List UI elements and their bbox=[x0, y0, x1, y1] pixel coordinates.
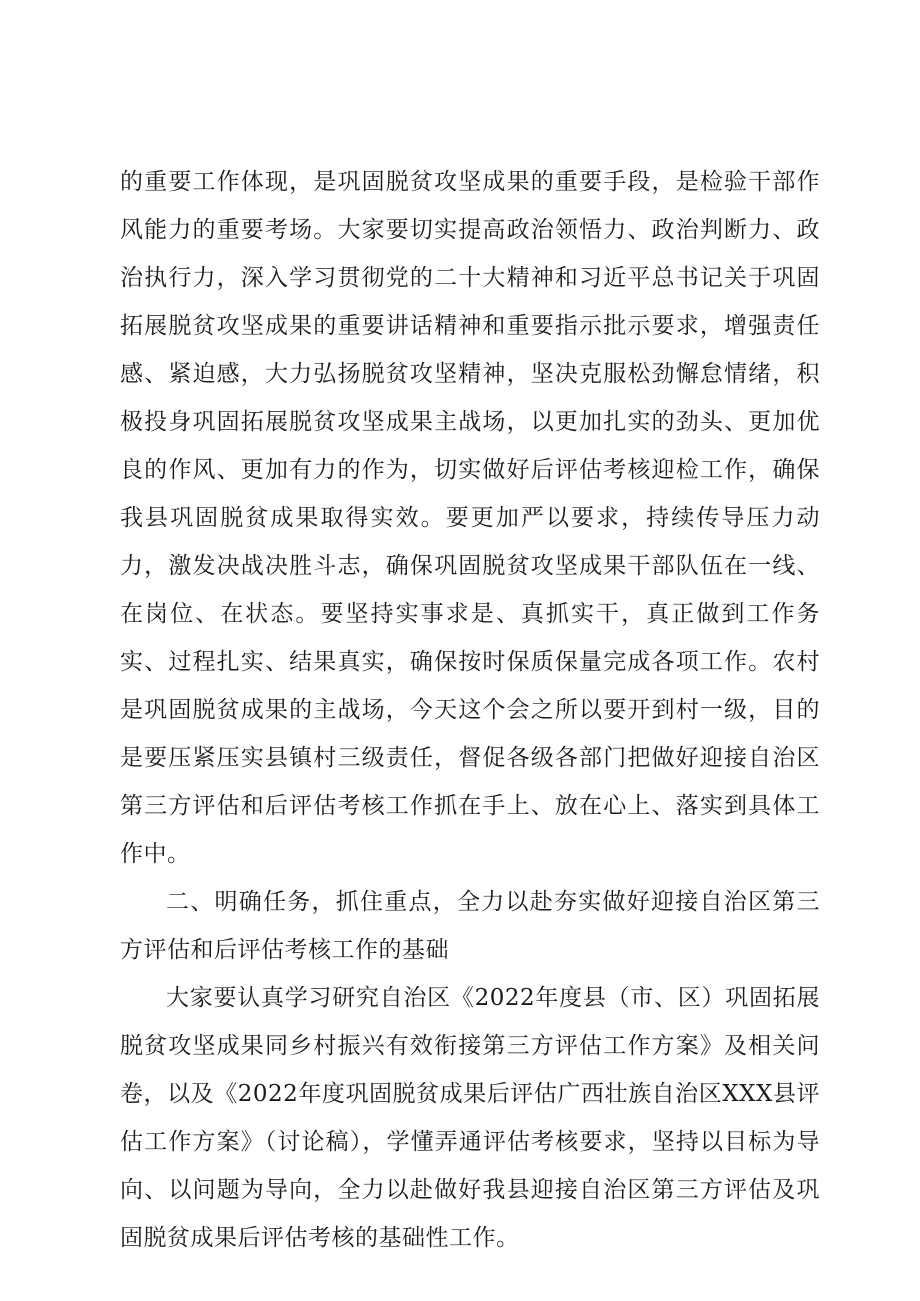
paragraph-body: 大家要认真学习研究自治区《2022年度县（市、区）巩固拓展脱贫攻坚成果同乡村振兴有效衔接第三方评估工作方案》及相关问卷，以及《2022年度巩固脱贫成果后评估广西壮族自治区XXX县评估工作方案》（讨论稿），学懂弄通评估考核要求，坚持以目标为导向、以问题为导向，全力以赴做好我县迎接自治区第三方评估及巩固脱贫成果后评估考核的基础性工作。 bbox=[120, 985, 820, 1251]
document-body bbox=[120, 158, 820, 1262]
section-heading: 二、明确任务，抓住重点，全力以赴夯实做好迎接自治区第三方评估和后评估考核工作的基础 bbox=[120, 889, 820, 963]
paragraph-continuation: 的重要工作体现，是巩固脱贫攻坚成果的重要手段，是检验干部作风能力的重要考场。大家要切实提高政治领悟力、政治判断力、政治执行力，深入学习贯彻党的二十大精神和习近平总书记关于巩固拓展脱贫攻坚成果的重要讲话精神和重要指示批示要求，增强责任感、紧迫感，大力弘扬脱贫攻坚精神，坚决克服松劲懈怠情绪，积极投身巩固拓展脱贫攻坚成果主战场，以更加扎实的劲头、更加优良的作风、更加有力的作为，切实做好后评估考核迎检工作，确保我县巩固脱贫成果取得实效。要更加严以要求，持续传导压力动力，激发决战决胜斗志，确保巩固脱贫攻坚成果干部队伍在一线、在岗位、在状态。要坚持实事求是、真抓实干，真正做到工作务实、过程扎实、结果真实，确保按时保质保量完成各项工作。农村是巩固脱贫成果的主战场，今天这个会之所以要开到村一级，目的是要压紧压实县镇村三级责任，督促各级各部门把做好迎接自治区第三方评估和后评估考核工作抓在手上、放在心上、落实到具体工作中。 bbox=[120, 169, 820, 867]
